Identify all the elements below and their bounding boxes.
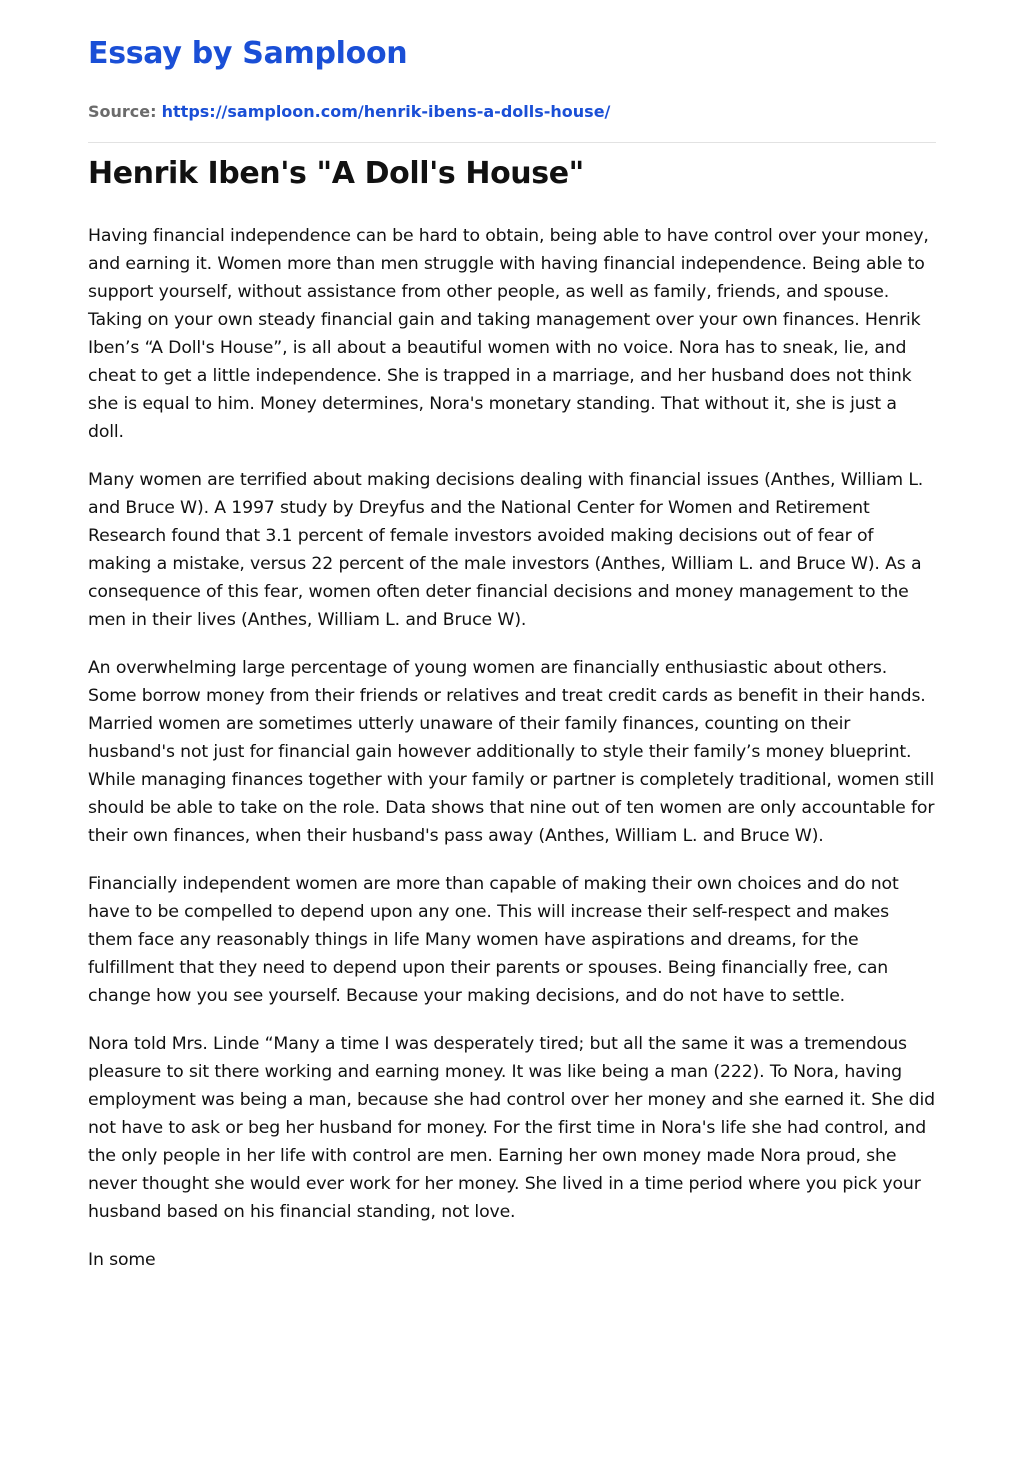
essay-paragraph-3: An overwhelming large percentage of young women are financially enthusiastic about others. Some borrow money from their friends or relatives and treat credit cards as benefit in their hands. Married women are sometimes utterly unaware of their family finances, counting on their husband's not just for financial gain however additionally to style their family’s money blueprint. While managing finances together with your family or partner is completely traditional, women still should be able to take on the role. Data shows that nine out of ten women are only accountable for their own finances, when their husband's pass away (Anthes, William L. and Bruce W). xyxy=(88,658,935,846)
source-line xyxy=(88,102,610,121)
essay-paragraph-2: Many women are terrified about making decisions dealing with financial issues (Anthes, William L. and Bruce W). A 1997 study by Dreyfus and the National Center for Women and Retirement Research found that 3.1 percent of female investors avoided making decisions out of fear of making a mistake, versus 22 percent of the male investors (Anthes, William L. and Bruce W). As a consequence of this fear, women often deter financial decisions and money management to the men in their lives (Anthes, William L. and Bruce W). xyxy=(88,470,924,630)
essay-paragraph-5: Nora told Mrs. Linde “Many a time I was desperately tired; but all the same it was a tremendous pleasure to sit there working and earning money. It was like being a man (222). To Nora, having employment was being a man, because she had control over her money and she earned it. She did not have to ask or beg her husband for money. For the first time in Nora's life she had control, and the only people in her life with control are men. Earning her own money made Nora proud, she never thought she would ever work for her money. She lived in a time period where you pick your husband based on his financial standing, not love. xyxy=(88,1034,935,1222)
essay-title: Henrik Iben's "A Doll's House" xyxy=(88,156,584,191)
essay-paragraph-4: Financially independent women are more than capable of making their own choices and do not have to be compelled to depend upon any one. This will increase their self-respect and makes them face any reasonably things in life Many women have aspirations and dreams, for the fulfillment that they need to depend upon their parents or spouses. Being financially free, can change how you see yourself. Because your making decisions, and do not have to settle. xyxy=(88,874,899,1006)
source-label: Source: xyxy=(88,102,157,121)
source-link[interactable]: https://samploon.com/henrik-ibens-a-dolls-house/ xyxy=(161,102,611,121)
header-divider xyxy=(88,142,936,143)
essay-paragraph-6: In some xyxy=(88,1250,156,1270)
essay-paragraph-1: Having financial independence can be hard to obtain, being able to have control over your money, and earning it. Women more than men struggle with having financial independence. Being able to support yourself, without assistance from other people, as well as family, friends, and spouse. Taking on your own steady financial gain and taking management over your own finances. Henrik Iben’s “A Doll's House”, is all about a beautiful women with no voice. Nora has to sneak, lie, and cheat to get a little independence. She is trapped in a marriage, and her husband does not think she is equal to him. Money determines, Nora's monetary standing. That without it, she is just a doll. xyxy=(88,226,929,442)
essay-body xyxy=(88,222,936,1294)
brand-title: Essay by Samploon xyxy=(88,36,408,71)
